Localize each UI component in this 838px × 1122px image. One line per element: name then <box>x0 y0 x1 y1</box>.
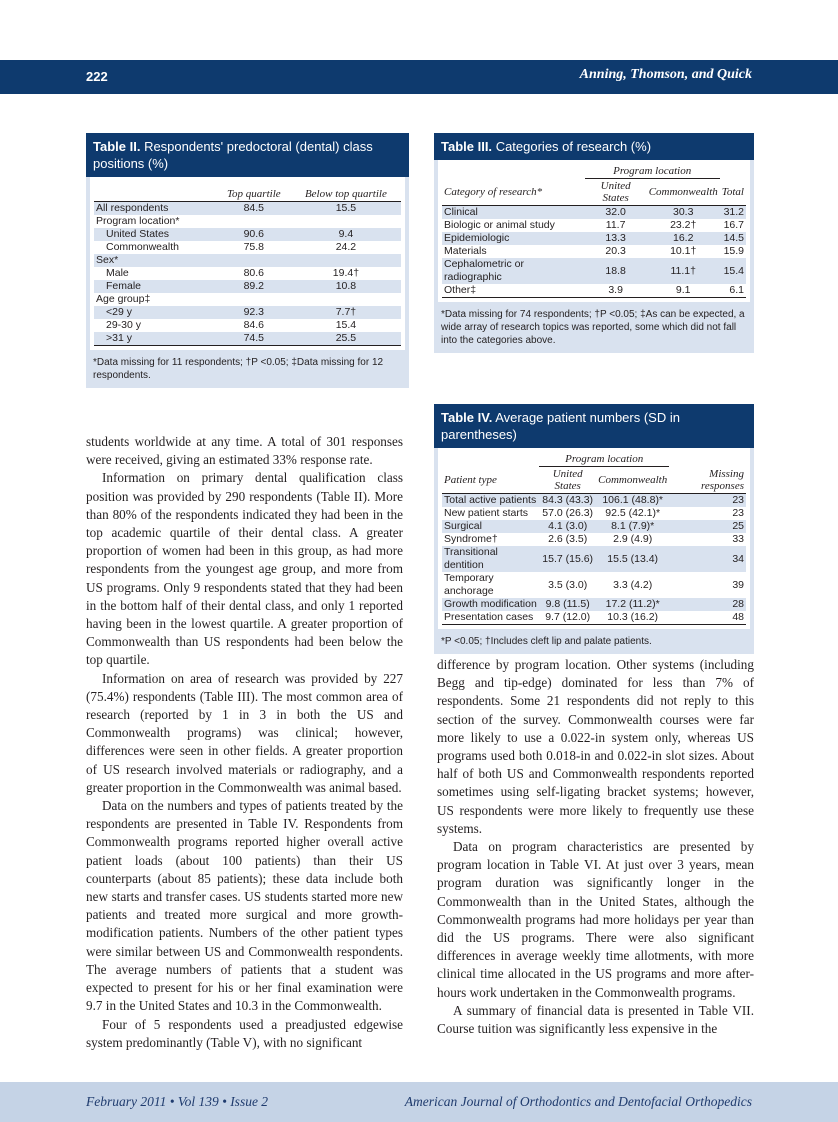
table-cell: 16.2 <box>647 232 720 245</box>
table-row <box>94 306 401 319</box>
table-cell: 3.5 (3.0) <box>548 578 588 591</box>
table-cell: 31.2 <box>720 206 746 220</box>
table-cell: 74.5 <box>217 332 291 346</box>
table-ii <box>86 133 409 388</box>
table-iii-group-header: Program location <box>585 164 720 179</box>
table-cell: Presentation cases <box>442 611 539 625</box>
table-cell: 15.7 (15.6) <box>539 546 596 572</box>
table-cell: Female <box>94 280 217 293</box>
page-header <box>0 60 838 94</box>
table-row <box>442 258 746 284</box>
table-cell: 17.2 (11.2)* <box>596 598 669 611</box>
table-cell: Commonwealth <box>106 241 179 253</box>
table-ii-body <box>94 202 401 346</box>
table-cell: 30.3 <box>647 206 720 220</box>
table-iv-col-3: Missing responses <box>669 467 746 494</box>
table-row <box>94 319 401 332</box>
table-iv-col-2: Commonwealth <box>596 467 669 494</box>
table-cell: 9.8 (11.5) <box>539 598 596 611</box>
table-iv-col-0: Patient type <box>442 467 539 494</box>
table-cell: 3.3 (4.2) <box>613 578 653 591</box>
table-row <box>442 507 746 520</box>
table-row <box>94 215 401 228</box>
table-ii-note: *Data missing for 11 respondents; †P <0.05; ‡Data missing for 12 respondents. <box>93 357 384 381</box>
table-ii-grid <box>94 187 401 346</box>
table-cell: Other‡ <box>442 284 585 298</box>
table-cell: 15.4 <box>720 258 746 284</box>
table-row <box>442 520 746 533</box>
table-ii-caption <box>86 133 409 177</box>
table-cell: 13.3 <box>585 232 647 245</box>
issue-info: February 2011 • Vol 139 • Issue 2 <box>86 1094 269 1109</box>
table-cell: 7.7† <box>291 306 401 319</box>
table-iii-label: Table III. <box>441 139 493 154</box>
table-row <box>94 241 401 254</box>
table-cell: 15.9 <box>723 245 744 257</box>
page-number: 222 <box>86 69 108 84</box>
table-cell: 80.6 <box>243 267 265 279</box>
table-iv-body <box>442 494 746 625</box>
table-row <box>94 228 401 241</box>
table-cell: 39 <box>732 578 744 591</box>
table-ii-label: Table II. <box>93 139 141 154</box>
journal-name: American Journal of Orthodontics and Dentofacial Orthopedics <box>404 1094 752 1109</box>
table-cell: Syndrome† <box>444 533 498 545</box>
table-row <box>442 598 746 611</box>
table-row <box>442 611 746 625</box>
table-cell: 2.9 (4.9) <box>613 533 653 545</box>
paragraph: students worldwide at any time. A total of 301 responses were received, giving an estimated 33% response rate. <box>86 434 403 468</box>
table-iv-grid <box>442 452 746 625</box>
table-cell: 84.6 <box>243 319 265 331</box>
table-iii-col-2: Commonwealth <box>647 179 720 206</box>
table-cell: 14.5 <box>720 232 746 245</box>
table-row <box>442 232 746 245</box>
table-cell: 19.4† <box>332 267 360 279</box>
table-row <box>94 267 401 280</box>
table-row <box>442 546 746 572</box>
table-iii-col-3: Total <box>720 179 746 206</box>
table-cell: 18.8 <box>585 258 647 284</box>
paragraph: difference by program location. Other systems (including Begg and tip-edge) dominated for less than 7% of respondents. Some 21 respondents did not reply to this section of the survey. Commonwealth courses were far more likely to use a 0.022-in system only, whereas US programs used both 0.018-in and 0.022-in slot sizes. About half of both US and Commonwealth respondents reported sometimes using self-ligating bracket systems; however, US respondents were more likely to frequently use these systems. <box>437 657 754 836</box>
paragraph: Four of 5 respondents used a preadjusted edgewise system predominantly (Table V), with no significant <box>86 1016 403 1050</box>
table-cell: 4.1 (3.0) <box>539 520 596 533</box>
table-cell: 6.1 <box>720 284 746 298</box>
table-row <box>442 284 746 298</box>
table-row <box>94 254 401 267</box>
table-cell: United States <box>94 228 217 241</box>
table-cell: 29-30 y <box>106 319 142 331</box>
table-cell: >31 y <box>94 332 217 346</box>
table-cell: 28 <box>669 598 746 611</box>
table-cell: 106.1 (48.8)* <box>596 494 669 508</box>
table-iv-title: Average patient numbers (SD in parentheses) <box>441 410 680 442</box>
paragraph: Information on area of research was provided by 227 (75.4%) respondents (Table III). The most common area of research (reported by 1 in 3 in both the US and Commonwealth programs) was clinical; however, differences were seen in other fields. A greater proportion of US research involved materials or radiography, and a greater proportion in the Commonwealth was animal based. <box>86 670 403 795</box>
table-ii-col-2: Below top quartile <box>291 187 401 202</box>
paragraph: A summary of financial data is presented in Table VII. Course tuition was significantly less expensive in the <box>437 1002 754 1037</box>
table-row <box>442 245 746 258</box>
table-iii-col-0: Category of research* <box>442 179 585 206</box>
table-cell: <29 y <box>94 306 217 319</box>
table-row <box>442 219 746 232</box>
table-iii-title: Categories of research (%) <box>495 139 652 154</box>
table-cell: Clinical <box>442 206 585 220</box>
table-cell: 11.7 <box>605 219 626 231</box>
table-row <box>94 202 401 216</box>
table-cell: Surgical <box>442 520 539 533</box>
table-cell: 16.7 <box>723 219 744 231</box>
table-cell: 9.7 (12.0) <box>539 611 596 625</box>
table-cell: 10.3 (16.2) <box>596 611 669 625</box>
table-iii-body <box>442 206 746 298</box>
table-cell: 89.2 <box>217 280 291 293</box>
table-iv-col-1: United States <box>539 467 596 494</box>
table-iv-label: Table IV. <box>441 410 493 425</box>
table-cell: Biologic or animal study <box>444 219 555 231</box>
table-iv <box>434 404 754 654</box>
table-cell: 92.3 <box>217 306 291 319</box>
table-cell: 10.1† <box>670 245 697 257</box>
table-cell: 10.8 <box>291 280 401 293</box>
table-cell: 23 <box>669 494 746 508</box>
table-cell: Materials <box>444 245 487 257</box>
table-cell: 15.5 (13.4) <box>596 546 669 572</box>
table-cell: 84.5 <box>217 202 291 216</box>
table-cell: Male <box>106 267 129 279</box>
table-cell <box>217 293 291 306</box>
paragraph: Data on the numbers and types of patients treated by the respondents are presented in Table IV. Respondents from Commonwealth programs reported higher overall active patient loads (about 100 patients) than their US counterparts (about 85 patients); these data include both new starts and transfer cases. US students started more new patients and treated more surgical and more growth-modification patients. Numbers of the other patient types were similar between US and Commonwealth respondents. The average numbers of patients that a student was expected to present for his or her final examination were 9.7 in the United States and 10.3 in the Commonwealth. <box>86 798 403 1014</box>
table-iii <box>434 133 754 353</box>
paragraph: Information on primary dental qualification class position was provided by 290 respondents (Table II). More than 80% of the respondents indicated they had been in the top academic quartile of their dental class. A greater proportion of women had been in this group, as had more respondents from the youngest age group, and more from US programs. Only 9 respondents stated that they had been in the bottom half of their dental class, and only 1 reported having been in the lowest quartile. A greater proportion of Commonwealth than US respondents had been below the top quartile. <box>86 470 403 668</box>
table-cell: Transitional dentition <box>442 546 539 572</box>
table-ii-col-0 <box>94 187 217 202</box>
table-cell: 23.2† <box>670 219 697 231</box>
paragraph: Data on program characteristics are presented by program location in Table VI. At just over 3 years, mean program duration was significantly longer in the Commonwealth than in the United States, although the Commonwealth programs had more holidays per year than did the US programs. There were also significant differences in average weekly time allotments, with more clinical time allocated in the US programs and more after-hours work undertaken in the Commonwealth programs. <box>437 839 754 1000</box>
table-cell: New patient starts <box>444 507 529 519</box>
left-text-column <box>86 433 403 1052</box>
table-iv-group-header: Program location <box>539 452 669 467</box>
table-cell: 25 <box>669 520 746 533</box>
table-cell: 57.0 (26.3) <box>542 507 594 519</box>
table-cell: 8.1 (7.9)* <box>596 520 669 533</box>
table-cell: 84.3 (43.3) <box>539 494 596 508</box>
table-cell: 33 <box>732 533 744 545</box>
table-row <box>442 572 746 598</box>
table-cell: All respondents <box>94 202 217 216</box>
page-footer <box>0 1082 838 1122</box>
table-row <box>94 293 401 306</box>
table-cell: 75.8 <box>243 241 265 253</box>
table-row <box>442 533 746 546</box>
table-cell: 15.5 <box>291 202 401 216</box>
table-cell: 90.6 <box>217 228 291 241</box>
running-authors: Anning, Thomson, and Quick <box>579 67 752 82</box>
table-cell: 2.6 (3.5) <box>548 533 588 545</box>
table-cell: 32.0 <box>585 206 647 220</box>
table-iii-note: *Data missing for 74 respondents; †P <0.05; ‡As can be expected, a wide array of research topics was reported, some which did not fall into the categories above. <box>441 309 745 346</box>
right-text-column <box>437 656 754 1038</box>
table-cell: Epidemiologic <box>442 232 585 245</box>
table-ii-col-1: Top quartile <box>217 187 291 202</box>
table-cell: Age group‡ <box>96 293 151 305</box>
table-cell: Total active patients <box>442 494 539 508</box>
table-cell: Cephalometric or radiographic <box>442 258 585 284</box>
table-iv-caption <box>434 404 754 448</box>
table-iii-col-1: United States <box>585 179 647 206</box>
table-cell: 24.2 <box>335 241 357 253</box>
table-cell: Sex* <box>94 254 217 267</box>
table-cell: Temporary anchorage <box>444 572 494 597</box>
table-cell <box>291 254 401 267</box>
table-cell: 9.4 <box>291 228 401 241</box>
table-cell <box>217 254 291 267</box>
table-cell: 3.9 <box>585 284 647 298</box>
table-ii-title: Respondents' predoctoral (dental) class positions (%) <box>93 139 373 171</box>
table-iv-note: *P <0.05; †Includes cleft lip and palate patients. <box>441 636 652 647</box>
table-cell <box>217 215 291 228</box>
table-cell: 34 <box>669 546 746 572</box>
table-cell: Program location* <box>96 215 180 227</box>
table-iii-grid <box>442 164 746 298</box>
table-cell: 15.4 <box>335 319 357 331</box>
table-cell <box>291 293 401 306</box>
table-cell: 48 <box>669 611 746 625</box>
table-cell: 23 <box>732 507 744 519</box>
table-cell: 9.1 <box>647 284 720 298</box>
table-cell: 20.3 <box>605 245 626 257</box>
table-cell: 92.5 (42.1)* <box>605 507 661 519</box>
table-row <box>442 494 746 508</box>
table-cell: Growth modification <box>442 598 539 611</box>
table-cell: 25.5 <box>291 332 401 346</box>
table-row <box>94 332 401 346</box>
table-iii-caption <box>434 133 754 160</box>
table-cell <box>291 215 401 228</box>
table-cell: 11.1† <box>647 258 720 284</box>
table-row <box>442 206 746 220</box>
table-row <box>94 280 401 293</box>
